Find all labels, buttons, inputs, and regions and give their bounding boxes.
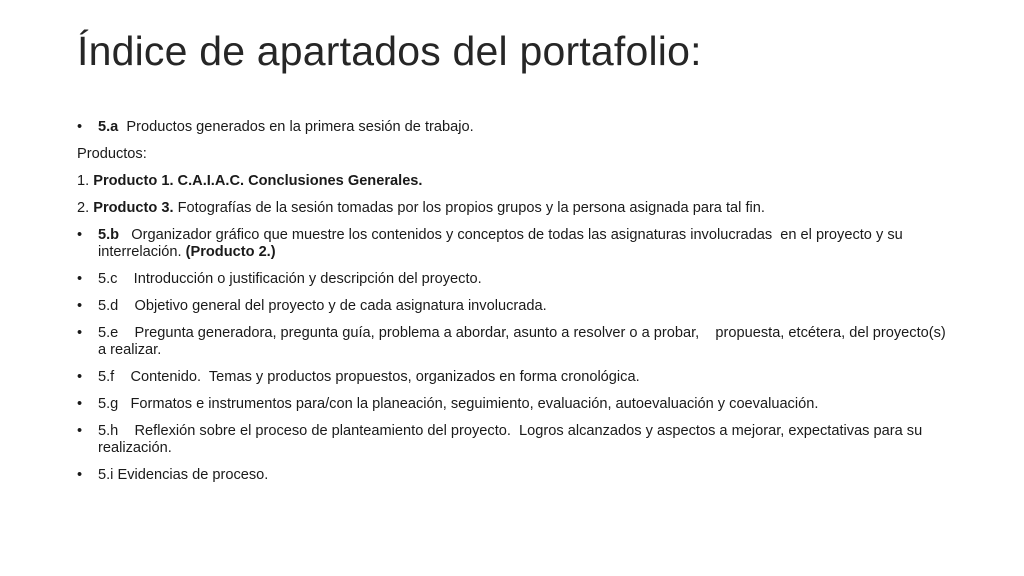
item-text: 5.d Objetivo general del proyecto y de cada asignatura involucrada. [98, 298, 547, 314]
bullet-icon: • [77, 423, 83, 439]
item-text: Organizador gráfico que muestre los contenidos y conceptos de todas las asignaturas involucradas en el proyecto y su interrelación. [98, 227, 907, 260]
list-item-5e [77, 325, 957, 359]
list-item-5i [77, 467, 957, 484]
product-number: 1. [77, 173, 94, 189]
bullet-icon: • [77, 271, 83, 287]
product-number: 2. [77, 200, 94, 216]
list-item-5c [77, 271, 957, 288]
bullet-icon: • [77, 467, 83, 483]
item-text: 5.g Formatos e instrumentos para/con la planeación, seguimiento, evaluación, autoevaluación y coevaluación. [98, 396, 819, 412]
slide-title: Índice de apartados del portafolio: [77, 28, 702, 74]
item-text: 5.i Evidencias de proceso. [98, 467, 269, 483]
item-text: 5.c Introducción o justificación y descripción del proyecto. [98, 271, 482, 287]
bullet-icon: • [77, 396, 83, 412]
productos-label: Productos: [77, 146, 147, 162]
bullet-icon: • [77, 119, 83, 135]
slide-content [77, 119, 957, 494]
list-item-5f [77, 369, 957, 386]
bullet-icon: • [77, 227, 83, 243]
item-text: Productos generados en la primera sesión de trabajo. [118, 119, 474, 135]
product-description: Fotografías de la sesión tomadas por los propios grupos y la persona asignada para tal fin. [173, 200, 765, 216]
item-text: 5.h Reflexión sobre el proceso de planteamiento del proyecto. Logros alcanzados y aspectos a mejorar, expectativas para su realización. [98, 423, 927, 456]
list-item-5d [77, 298, 957, 315]
product-2-line [77, 200, 957, 217]
list-item-5a [77, 119, 957, 136]
item-code: 5.a [98, 119, 119, 135]
item-bold-tail: (Producto 2.) [185, 244, 276, 260]
bullet-icon: • [77, 298, 83, 314]
list-item-5g [77, 396, 957, 413]
product-1-line [77, 173, 957, 190]
bullet-icon: • [77, 325, 83, 341]
product-title: Producto 3. [93, 200, 174, 216]
item-code: 5.b [98, 227, 120, 243]
bullet-icon: • [77, 369, 83, 385]
item-text: 5.e Pregunta generadora, pregunta guía, problema a abordar, asunto a resolver o a probar, propuesta, etcétera, del proyecto(s) a realizar. [98, 325, 950, 358]
list-item-5b [77, 227, 957, 261]
item-text: 5.f Contenido. Temas y productos propuestos, organizados en forma cronológica. [98, 369, 640, 385]
list-item-5h [77, 423, 957, 457]
product-title: Producto 1. C.A.I.A.C. Conclusiones Generales. [93, 173, 423, 189]
